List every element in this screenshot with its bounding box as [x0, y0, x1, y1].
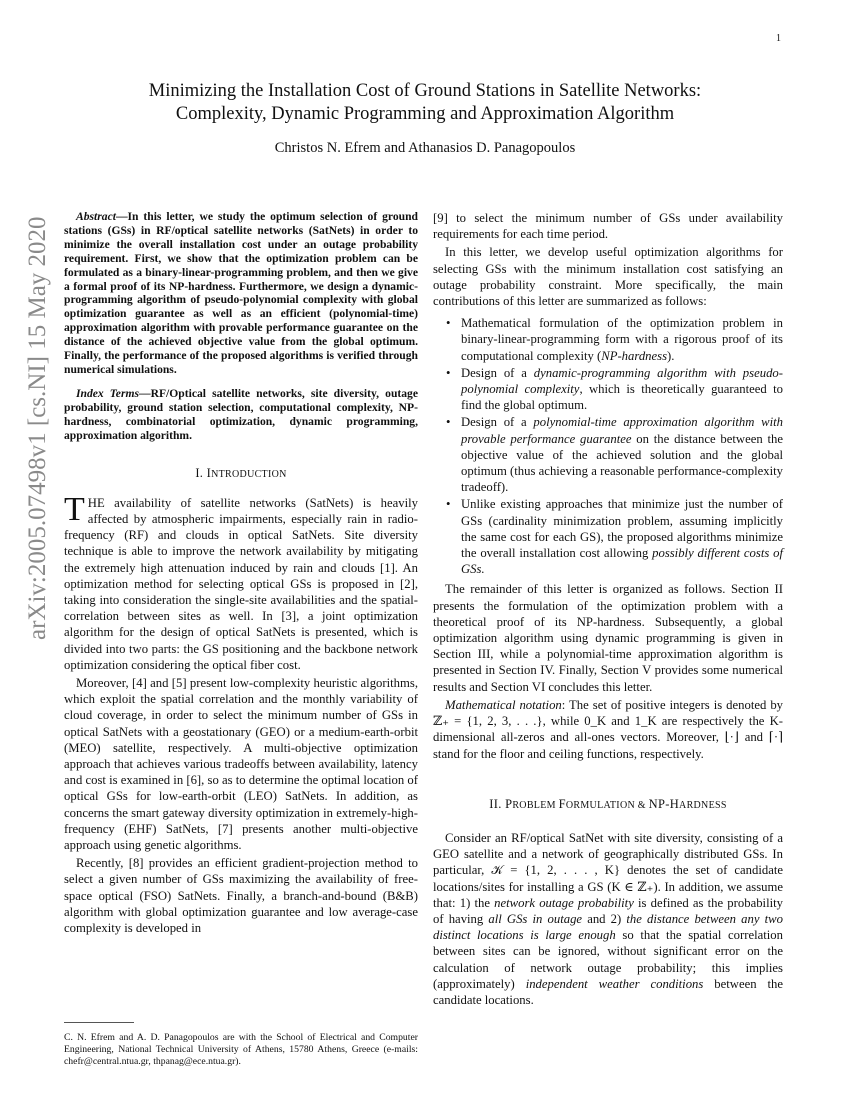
- abstract-text: —In this letter, we study the optimum selection of ground stations (GSs) in RF/optical satellite networks (SatNets) in order to minimize the overall installation cost under an outage probability requirement. First, we show that the optimization problem can be formulated as a binary-linear-programming problem, and then we give a formal proof of its NP-hardness. Furthermore, we design a dynamic-programming algorithm of pseudo-polynomial complexity with global optimization guarantee as well as an efficient (polynomial-time) approximation algorithm with provable performance guarantee on the distance of the achieved objective value from the global optimum. Finally, the performance of the proposed algorithms is verified through numerical simulations.: [64, 210, 418, 376]
- index-terms-label: Index Terms: [76, 386, 139, 400]
- footnote: C. N. Efrem and A. D. Panagopoulos are with the School of Electrical and Computer Engineering, National Technical University of Athens, 15780 Athens, Greece (e-mails: chefr@central.ntua.gr, thpanag@ece.ntua.gr).: [64, 1032, 418, 1067]
- section-cap: I: [206, 465, 212, 480]
- intro-paragraph-2: Moreover, [4] and [5] present low-complexity heuristic algorithms, which exploit the spatial correlation and the monthly variability of cloud coverage, in order to select the minimum number of GSs in optical SatNets with a geostationary (GEO) or a medium-earth-orbit (MEO) satellite, respectively. A multi-objective optimization approach that achieves various tradeoffs between availability, latency and cost is examined in [6], so as to determine the optimal location of optical GSs for low-earth-orbit (LEO) SatNets. In addition, as concerns the smart gateway diversity optimization in extremely-high-frequency (EHF) SatNets, [7] presents another multi-objective approach using genetic algorithms.: [64, 675, 418, 852]
- right-column: [433, 210, 783, 1010]
- right-paragraph-2: The remainder of this letter is organized as follows. Section II presents the formulation of the optimization problem with a theoretical proof of its NP-hardness. Subsequently, a global optimization algorithm using dynamic programming is given in Section III, while a polynomial-time approximation algorithm is presented in Section IV. Finally, Section V provides some numerical results and Section VI concludes this letter.: [433, 582, 783, 694]
- left-column: [64, 210, 418, 938]
- notation-text: : The set of positive integers is denoted by ℤ₊ = {1, 2, 3, . . .}, while 0_K and 1_K are respectively the K-dimensional all-zeros and all-ones vectors. Moreover, ⌊·⌋ and ⌈·⌉ stand for the floor and ceiling functions, respectively.: [433, 697, 784, 761]
- contributions-list: [433, 315, 783, 577]
- section-rest: NTRODUCTION: [211, 468, 287, 480]
- page-number: 1: [776, 33, 781, 44]
- list-item: • Design of a dynamic-programming algorithm with pseudo-polynomial complexity, which is theoretically guaranteed to find the global optimum.: [461, 365, 783, 414]
- intro-paragraph-1-text: HE availability of satellite networks (SatNets) is heavily affected by atmospheric impairments, especially rain in radio-frequency (RF) and clouds in optical SatNets. Site diversity technique is able to improve the network availability by mitigating the extremely high attenuation induced by rain and clouds [1]. An optimization method for selecting optical GSs is proposed in [2], taking into consideration the single-site availabilities and the spatial-correlation between sites as well. In [3], a joint optimization algorithm for the design of optical SatNets is presented, which is divided into two parts: the GS positioning and the backbone network optimization considering the optical fiber cost.: [64, 495, 418, 672]
- intro-paragraph-3: Recently, [8] provides an efficient gradient-projection method to select a given number of GSs maximizing the availability of free-space optical (FSO) SatNets. Finally, a branch-and-bound (B&B) algorithm with global optimization guarantee and low average-case complexity is developed in: [64, 856, 418, 935]
- section-number: I.: [195, 465, 204, 480]
- abstract: [64, 210, 418, 377]
- paper-title: [100, 80, 750, 126]
- authors: Christos N. Efrem and Athanasios D. Panagopoulos: [274, 140, 576, 156]
- arxiv-identifier: arXiv:2005.07498v1 [cs.NI] 15 May 2020: [24, 216, 51, 640]
- section2-paragraph-1: Consider an RF/optical SatNet with site diversity, consisting of a GEO satellite and a network of geographically distributed GSs. In particular, 𝒦 = {1, 2, . . . , K} denotes the set of candidate locations/sites for installing a GS (K ∈ ℤ₊). In addition, we assume that: 1) the network outage probability is defined as the probability of having all GSs in outage and 2) the distance between any two distinct locations is large enough so that the spatial correlation between sites can be ignored, without significant error on the calculation of network outage probability; this implies (approximately) independent weather conditions between the candidate locations.: [433, 830, 783, 1007]
- abstract-label: Abstract: [76, 210, 116, 223]
- title-line-1: Minimizing the Installation Cost of Ground Stations in Satellite Networks:: [148, 81, 702, 101]
- list-item: • Design of a polynomial-time approximation algorithm with provable performance guarantee on the distance between the objective value of the achieved solution and the global optimum (thus achieving a reasonable performance-complexity tradeoff).: [461, 414, 783, 495]
- notation-label: Mathematical notation: [445, 697, 562, 712]
- index-terms: [64, 387, 418, 443]
- right-paragraph-0: [9] to select the minimum number of GSs under availability requirements for each time period.: [433, 211, 783, 242]
- right-paragraph-1: In this letter, we develop useful optimization algorithms for selecting GSs with the minimum installation cost satisfying an outage probability constraint. More specifically, the main contributions of this letter are summarized as follows:: [433, 245, 783, 309]
- notation-paragraph: [433, 697, 783, 762]
- index-terms-text: —RF/Optical satellite networks, site diversity, outage probability, ground station selection, computational complexity, NP-hardness, combinatorial optimization, dynamic programming, approximation algorithm.: [64, 386, 419, 442]
- title-line-2: Complexity, Dynamic Programming and Approximation Algorithm: [175, 104, 675, 124]
- list-item: • Mathematical formulation of the optimization problem in binary-linear-programming form with a rigorous proof of its computational complexity (NP-hardness).: [461, 315, 783, 364]
- footnote-rule: [64, 1022, 134, 1023]
- list-item: • Unlike existing approaches that minimize just the number of GSs (cardinality minimization problem, assuming implicitly the same cost for each GS), the proposed algorithms minimize the overall installation cost allowing possibly different costs of GSs.: [461, 496, 783, 577]
- intro-paragraph-1: [64, 490, 418, 673]
- section-heading-problem-formulation: II. PROBLEM FORMULATION & NP-HARDNESS: [489, 796, 727, 811]
- drop-cap: T: [64, 490, 85, 528]
- section-heading-introduction: [64, 465, 418, 483]
